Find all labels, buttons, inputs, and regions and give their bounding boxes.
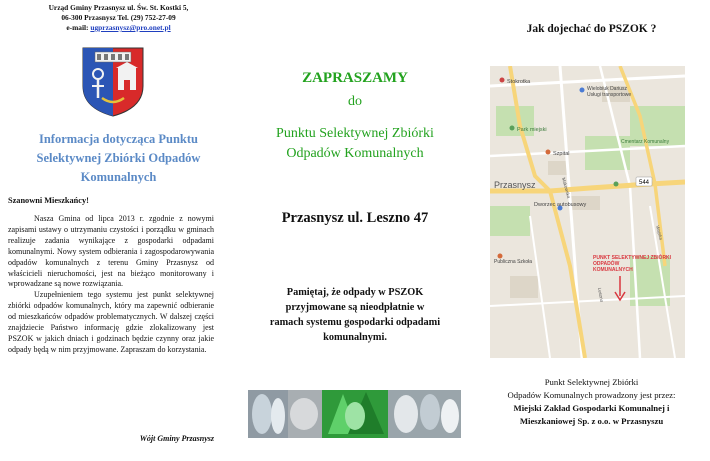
- left-panel: [0, 0, 237, 461]
- map-label-makowska: Makowska: [561, 176, 572, 199]
- office-phone: 06-300 Przasnysz Tel. (29) 752-27-09: [61, 13, 176, 22]
- pszok-label-2: ODPADÓW: [593, 261, 620, 267]
- free-of-charge-note: Pamiętaj, że odpady w PSZOK przyjmowane są nieodpłatnie w ramach systemu gospodarki odpadami komunalnymi.: [269, 287, 441, 343]
- office-email-line: e-mail: ugprzasnysz@pro.onet.pl: [66, 23, 171, 32]
- map-label-dworzec: Dworzec autobusowy: [534, 202, 587, 208]
- map-label-szkola: Publiczna Szkoła: [494, 259, 533, 265]
- facility-name: Punktu Selektywnej Zbiórki Odpadów Komunalnych: [276, 126, 434, 161]
- signature: Wójt Gminy Przasnysz: [139, 434, 214, 443]
- map-label-cmentarz: Cmentarz Komunalny: [621, 139, 670, 145]
- invite-heading: ZAPRASZAMY: [302, 70, 408, 86]
- map-label-park: Park miejski: [517, 127, 547, 133]
- map-label-uslugi: Usługi transportowe: [587, 92, 632, 98]
- paragraph-1: Nasza Gmina od lipca 2013 r. zgodnie z nowymi zapisami ustawy o utrzymaniu czystości i porządku w gminach realizuje zadania wynikające z gospodarki odpadami komunalnymi. Nowy system odbierania i zagospodarowywania odpadów komunalnych z terenu Gminy Przasnysz od właścicieli nieruchomości, jest na bieżąco monitorowany i wprowadzane są nowe rozwiązania.: [8, 214, 214, 289]
- location-map[interactable]: [490, 66, 685, 358]
- facility-address: Przasnysz ul. Leszno 47: [281, 210, 429, 226]
- map-label-stokrotka: Stokrotka: [507, 79, 531, 85]
- office-header: [0, 3, 237, 33]
- map-label-szpital: Szpital: [553, 151, 570, 157]
- map-label-leszno: Leszno: [597, 287, 605, 303]
- paragraph-2: Uzupełnieniem tego systemu jest punkt selektywnej zbiórki odpadów komunalnych, który ma zapewnić odbieranie od mieszkańców odpadów problematycznych. W dalszej części znajdziecie Państwo informację gdzie zlokalizowany jest PSZOK w jakich dniach i godzinach będzie czynny oraz jakie odpady będą w nim przyjmowane. Zapraszam do korzystania.: [8, 290, 214, 354]
- letter-body: [8, 214, 214, 356]
- invite-do: do: [348, 94, 362, 109]
- pszok-label-3: KOMUNALNYCH: [593, 267, 633, 273]
- pszok-label-1: PUNKT SELEKTYWNEJ ZBIÓRKI: [593, 255, 672, 261]
- email-link[interactable]: ugprzasnysz@pro.onet.pl: [90, 23, 171, 32]
- greeting: Szanowni Mieszkańcy!: [8, 196, 89, 205]
- directions-heading: Jak dojechać do PSZOK ?: [526, 23, 657, 35]
- map-label-wielobiuk: Wielobiuk Dariusz: [587, 86, 628, 92]
- recyclables-photo-icon: [248, 390, 461, 438]
- map-canvas: [490, 66, 685, 358]
- office-address: Urząd Gminy Przasnysz ul. Św. St. Kostki 5,: [48, 3, 189, 12]
- coat-of-arms-icon: [80, 46, 146, 118]
- right-panel: [473, 0, 710, 461]
- middle-panel: [237, 0, 473, 461]
- route-number: 544: [638, 180, 650, 186]
- operator-info: Punkt Selektywnej Zbiórki Odpadów Komunalnych prowadzony jest przez: Miejski Zakład Gospodarki Komunalnej i Mieszkaniowej Sp. z o.o. w Przasnyszu: [507, 377, 676, 426]
- map-label-town: Przasnysz: [494, 180, 536, 190]
- map-label-wojska: Wojska: [655, 224, 664, 241]
- info-title: Informacja dotycząca Punktu Selektywnej Zbiórki Odpadów Komunalnych: [36, 132, 201, 184]
